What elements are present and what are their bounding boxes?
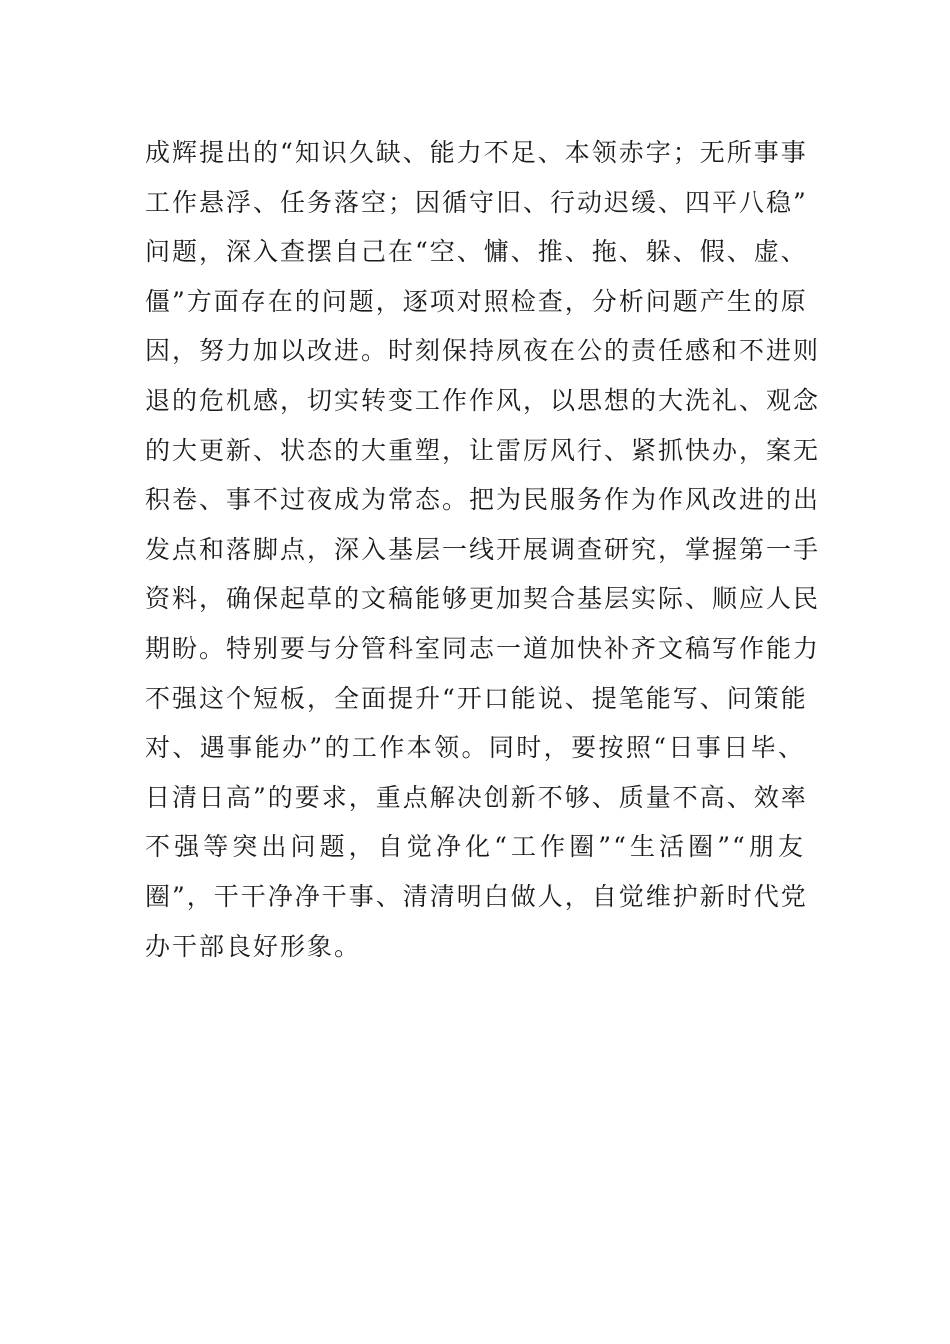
text-line: 不强等突出问题，自觉净化“工作圈”“生活圈”“朋友 [145, 832, 805, 862]
text-line: 工作悬浮、任务落空；因循守旧、行动迟缓、四平八稳” [145, 187, 808, 217]
text-line-last: 办干部良好形象。 [145, 931, 362, 961]
text-line: 发点和落脚点，深入基层一线开展调查研究，掌握第一手 [145, 534, 821, 564]
text-line: 对、遇事能办”的工作本领。同时，要按照“日事日毕、 [145, 733, 805, 763]
text-line: 问题，深入查摆自己在“空、慵、推、拖、躲、假、虚、 [145, 237, 808, 267]
text-line: 期盼。特别要与分管科室同志一道加快补齐文稿写作能力 [145, 633, 821, 663]
text-line: 成辉提出的“知识久缺、能力不足、本领赤字；无所事事 [145, 138, 808, 167]
text-line: 的大更新、状态的大重塑，让雷厉风行、紧抓快办，案无 [145, 435, 821, 465]
body-paragraph [145, 128, 821, 971]
text-line: 退的危机感，切实转变工作作风，以思想的大洗礼、观念 [145, 385, 821, 415]
text-line: 资料，确保起草的文稿能够更加契合基层实际、顺应人民 [145, 584, 821, 614]
text-line: 不强这个短板，全面提升“开口能说、提笔能写、问策能 [145, 683, 808, 713]
text-line: 圈”，干干净净干事、清清明白做人，自觉维护新时代党 [145, 881, 808, 911]
text-line: 因，努力加以改进。时刻保持夙夜在公的责任感和不进则 [145, 336, 821, 366]
text-line: 日清日高”的要求，重点解决创新不够、质量不高、效率 [145, 782, 808, 812]
text-line: 积卷、事不过夜成为常态。把为民服务作为作风改进的出 [145, 485, 821, 515]
text-line: 僵”方面存在的问题，逐项对照检查，分析问题产生的原 [145, 286, 808, 316]
